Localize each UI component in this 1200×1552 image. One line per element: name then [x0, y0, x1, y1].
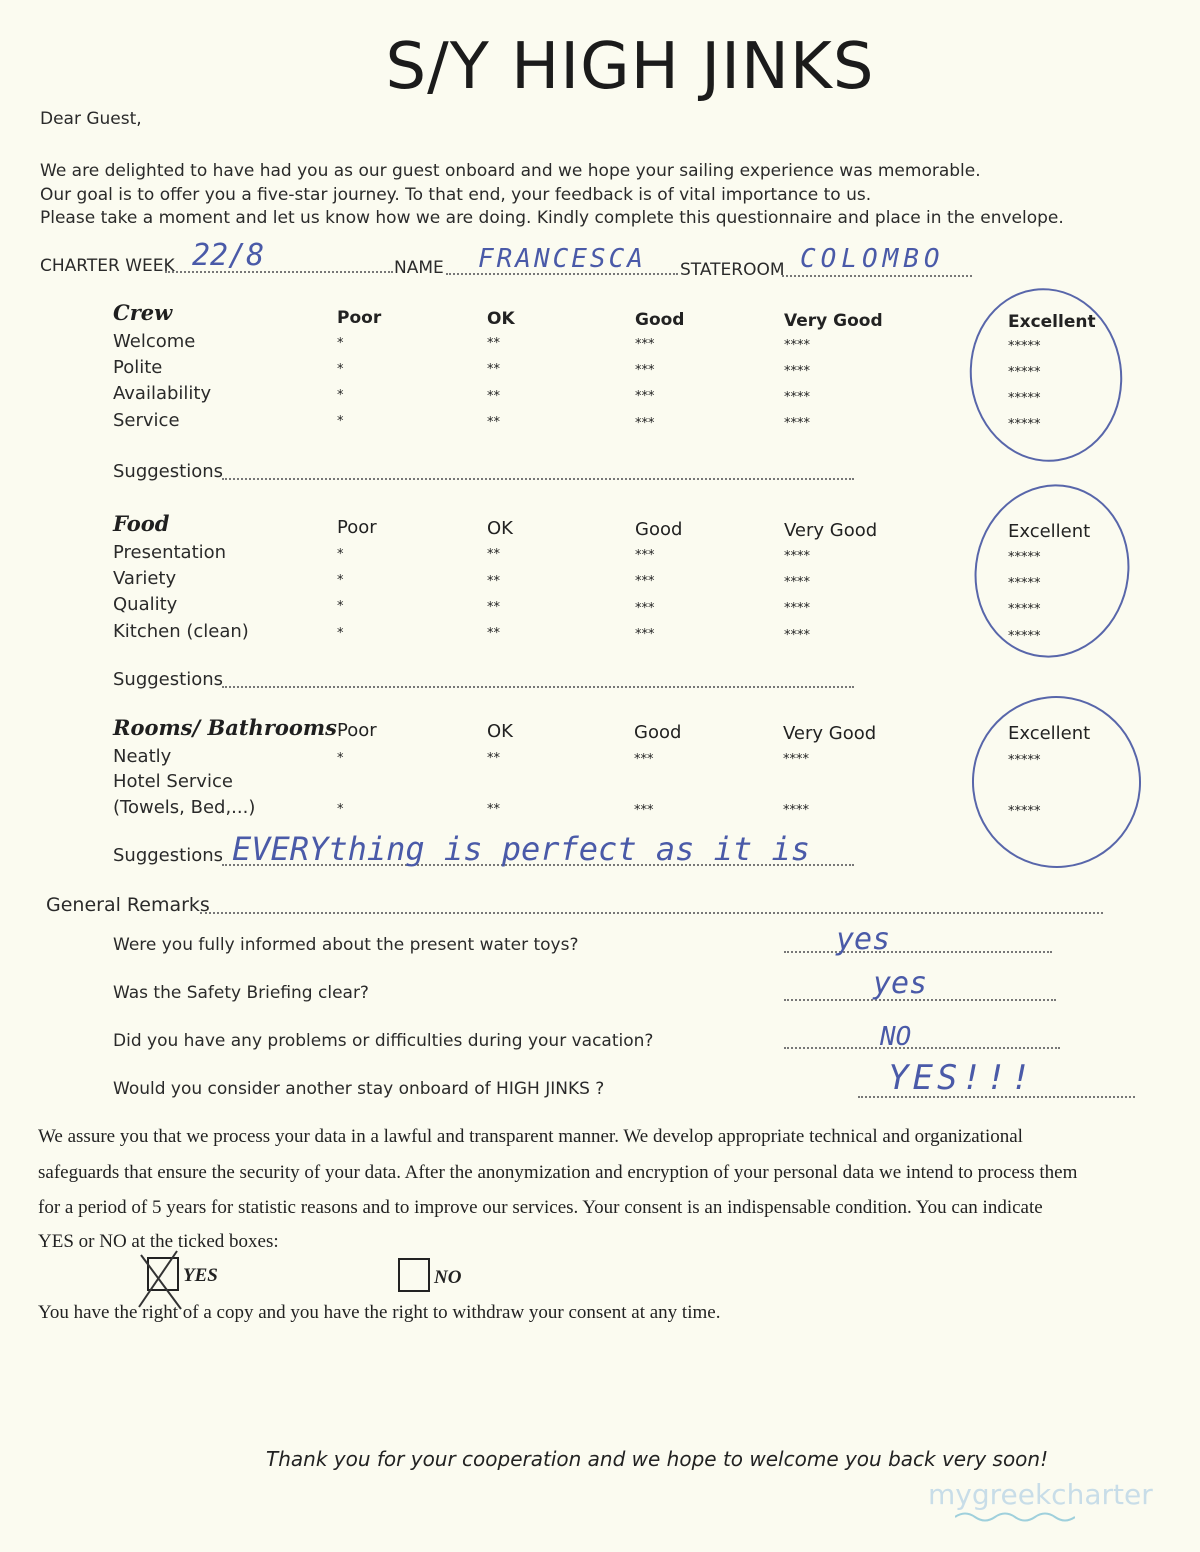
general-remarks-label: General Remarks: [46, 894, 210, 916]
section-title-crew: Crew: [113, 300, 173, 325]
consent-no-checkbox[interactable]: [398, 1258, 430, 1292]
star-2[interactable]: **: [487, 415, 500, 430]
star-2[interactable]: **: [487, 626, 500, 641]
star-4[interactable]: ****: [783, 752, 809, 767]
privacy-line-4: YES or NO at the ticked boxes:: [38, 1231, 279, 1252]
food-item-variety: Variety: [113, 568, 177, 589]
rating-very-good-header: Very Good: [784, 520, 878, 541]
star-3[interactable]: ***: [635, 627, 655, 642]
star-3[interactable]: ***: [635, 574, 655, 589]
star-3[interactable]: ***: [635, 389, 655, 404]
rating-excellent-header: Excellent: [1008, 312, 1096, 332]
section-title-food: Food: [113, 511, 170, 536]
star-1[interactable]: *: [337, 599, 344, 614]
star-3[interactable]: ***: [634, 752, 654, 767]
rooms-item-hotel-service: Hotel Service: [113, 771, 233, 792]
star-1[interactable]: *: [337, 414, 344, 429]
rooms-item-neatly: Neatly: [113, 746, 172, 767]
star-3[interactable]: ***: [635, 337, 655, 352]
general-remarks-field[interactable]: [200, 912, 1103, 914]
crew-suggestions-field[interactable]: [222, 478, 854, 480]
star-1[interactable]: *: [337, 751, 344, 766]
rating-ok-header: OK: [487, 309, 515, 329]
intro-line-1: We are delighted to have had you as our guest onboard and we hope your sailing experience was memorable.: [40, 161, 981, 181]
star-3[interactable]: ***: [635, 363, 655, 378]
crew-item-availability: Availability: [113, 383, 212, 404]
star-4[interactable]: ****: [783, 803, 809, 818]
star-5[interactable]: *****: [1008, 365, 1041, 380]
consent-yes-label: YES: [183, 1265, 218, 1286]
star-4[interactable]: ****: [784, 628, 810, 643]
answer-1[interactable]: yes: [836, 922, 891, 957]
consent-yes-checkbox[interactable]: [147, 1257, 179, 1291]
rooms-suggestions-label: Suggestions: [113, 845, 223, 866]
star-1[interactable]: *: [337, 802, 344, 817]
star-2[interactable]: **: [487, 336, 500, 351]
star-4[interactable]: ****: [784, 601, 810, 616]
privacy-line-1: We assure you that we process your data in a lawful and transparent manner. We develop appropriate technical and organizational: [38, 1126, 1023, 1147]
rooms-item-towels-bed: (Towels, Bed,...): [113, 797, 256, 818]
star-5[interactable]: *****: [1008, 629, 1041, 644]
food-item-presentation: Presentation: [113, 542, 227, 563]
rating-poor-header: Poor: [337, 517, 377, 538]
star-5[interactable]: *****: [1008, 576, 1041, 591]
thanks-text: Thank you for your cooperation and we hope to welcome you back very soon!: [266, 1447, 1049, 1471]
star-5[interactable]: *****: [1008, 602, 1041, 617]
rating-good-header: Good: [635, 310, 685, 330]
privacy-line-2: safeguards that ensure the security of your data. After the anonymization and encryption of your personal data we intend to process them: [38, 1162, 1078, 1183]
star-2[interactable]: **: [487, 600, 500, 615]
star-4[interactable]: ****: [784, 416, 810, 431]
stateroom-label: STATEROOM: [680, 260, 785, 280]
star-4[interactable]: ****: [784, 390, 810, 405]
star-1[interactable]: *: [337, 547, 344, 562]
star-2[interactable]: **: [487, 574, 500, 589]
star-4[interactable]: ****: [784, 364, 810, 379]
star-2[interactable]: **: [487, 802, 500, 817]
question-2: Was the Safety Briefing clear?: [113, 983, 369, 1003]
rating-very-good-header: Very Good: [783, 723, 877, 744]
star-5[interactable]: *****: [1008, 753, 1041, 768]
greeting: Dear Guest,: [40, 109, 142, 129]
rating-ok-header: OK: [487, 518, 513, 539]
star-1[interactable]: *: [337, 336, 344, 351]
star-3[interactable]: ***: [634, 803, 654, 818]
star-3[interactable]: ***: [635, 601, 655, 616]
answer-2[interactable]: yes: [873, 966, 928, 1001]
rooms-suggestions-field[interactable]: EVERYthing is perfect as it is: [232, 830, 810, 868]
excellent-selection-circle: [959, 278, 1134, 471]
star-4[interactable]: ****: [784, 575, 810, 590]
crew-item-welcome: Welcome: [113, 331, 196, 352]
stateroom-value[interactable]: COLOMBO: [800, 244, 945, 274]
star-4[interactable]: ****: [784, 338, 810, 353]
star-1[interactable]: *: [337, 388, 344, 403]
rating-excellent-header: Excellent: [1008, 723, 1091, 744]
intro-line-3: Please take a moment and let us know how we are doing. Kindly complete this questionnaire and place in the envelope.: [40, 208, 1064, 228]
consent-no-label: NO: [434, 1267, 462, 1288]
food-suggestions-label: Suggestions: [113, 669, 223, 690]
star-3[interactable]: ***: [635, 548, 655, 563]
star-2[interactable]: **: [487, 751, 500, 766]
rating-good-header: Good: [635, 519, 683, 540]
star-1[interactable]: *: [337, 626, 344, 641]
question-1: Were you fully informed about the present water toys?: [113, 935, 579, 955]
excellent-selection-circle: [959, 470, 1146, 672]
star-5[interactable]: *****: [1008, 391, 1041, 406]
crew-suggestions-label: Suggestions: [113, 461, 223, 482]
star-5[interactable]: *****: [1008, 417, 1041, 432]
rating-very-good-header: Very Good: [784, 311, 883, 331]
star-2[interactable]: **: [487, 547, 500, 562]
star-2[interactable]: **: [487, 362, 500, 377]
rating-excellent-header: Excellent: [1008, 521, 1091, 542]
crew-item-polite: Polite: [113, 357, 163, 378]
star-4[interactable]: ****: [784, 549, 810, 564]
watermark-logo: mygreekcharter: [928, 1478, 1153, 1511]
star-5[interactable]: *****: [1008, 339, 1041, 354]
rating-ok-header: OK: [487, 721, 513, 742]
crew-item-service: Service: [113, 410, 180, 431]
rating-poor-header: Poor: [337, 308, 382, 328]
star-1[interactable]: *: [337, 362, 344, 377]
charter-week-value[interactable]: 22/8: [192, 238, 265, 273]
question-4: Would you consider another stay onboard of HIGH JINKS ?: [113, 1079, 605, 1099]
star-3[interactable]: ***: [635, 416, 655, 431]
privacy-line-3: for a period of 5 years for statistic reasons and to improve our services. Your consent is an indispensable condition. You can indicate: [38, 1197, 1043, 1218]
rating-poor-header: Poor: [337, 720, 377, 741]
name-label: NAME: [394, 258, 444, 278]
star-5[interactable]: *****: [1008, 804, 1041, 819]
answer-3[interactable]: NO: [880, 1022, 912, 1052]
star-5[interactable]: *****: [1008, 550, 1041, 565]
charter-week-label: CHARTER WEEK: [40, 256, 175, 276]
food-item-kitchen: Kitchen (clean): [113, 621, 249, 642]
section-title-rooms: Rooms/ Bathrooms: [113, 715, 337, 740]
star-1[interactable]: *: [337, 573, 344, 588]
question-3: Did you have any problems or difficulties during your vacation?: [113, 1031, 654, 1051]
star-2[interactable]: **: [487, 389, 500, 404]
withdraw-text: You have the right of a copy and you have the right to withdraw your consent at any time.: [38, 1302, 721, 1323]
rating-good-header: Good: [634, 722, 682, 743]
excellent-selection-circle: [963, 688, 1149, 877]
intro-line-2: Our goal is to offer you a five-star journey. To that end, your feedback is of vital importance to us.: [40, 185, 872, 205]
answer-4[interactable]: YES!!!: [888, 1058, 1035, 1098]
food-item-quality: Quality: [113, 594, 178, 615]
wave-icon: [955, 1510, 1075, 1524]
name-value[interactable]: FRANCESCA: [478, 244, 646, 274]
page-title: S/Y HIGH JINKS: [385, 30, 875, 104]
food-suggestions-field[interactable]: [222, 686, 854, 688]
